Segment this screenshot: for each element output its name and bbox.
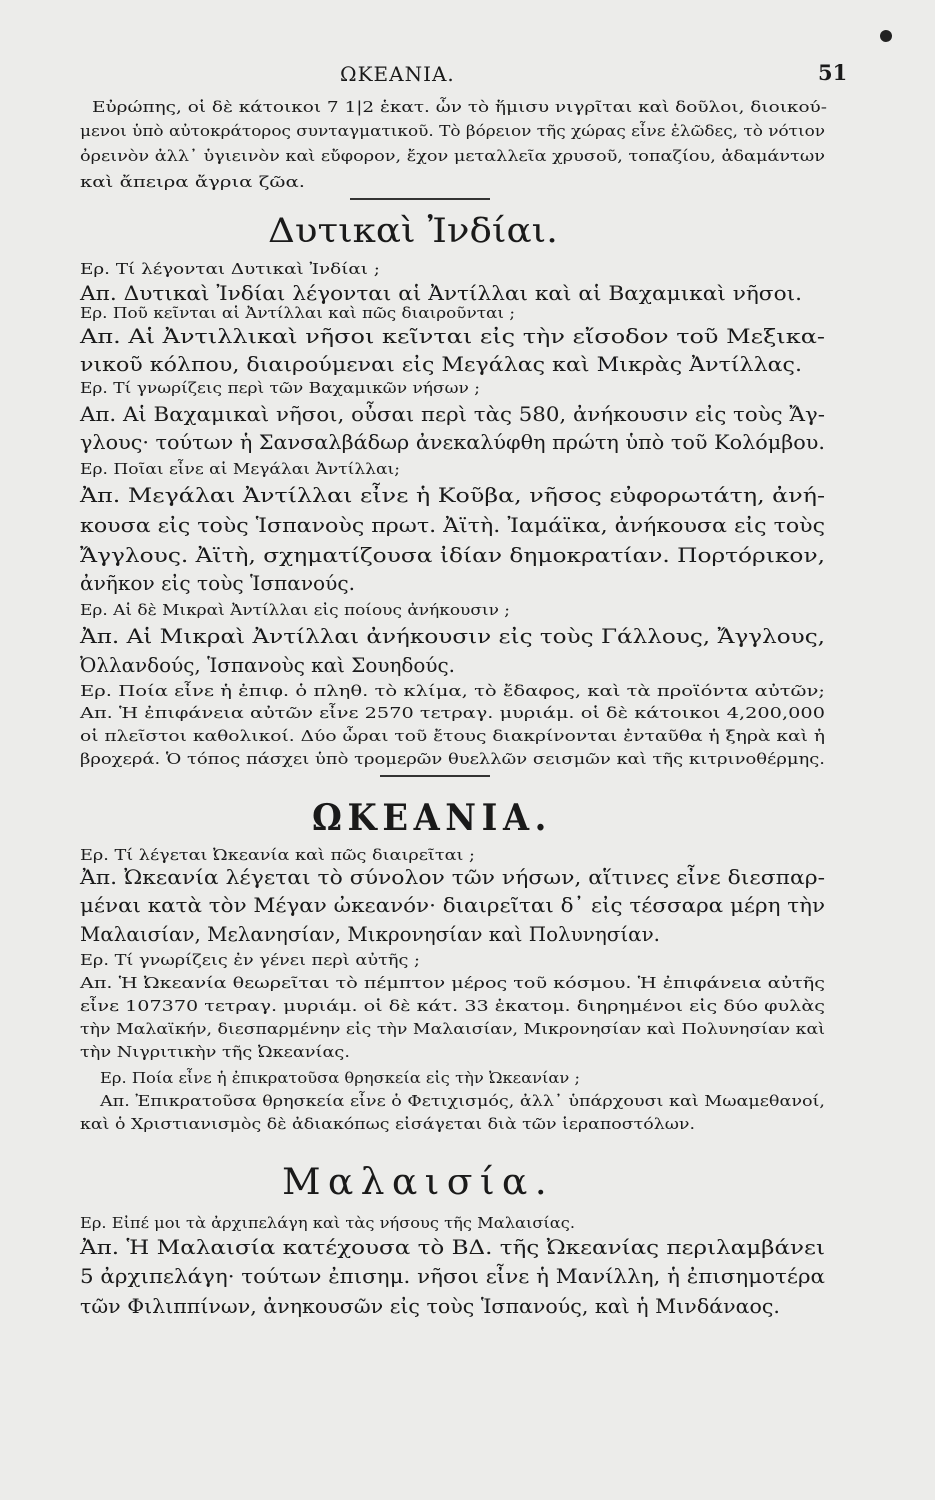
text-line: Απ. Αἱ Βαχαμικαὶ νῆσοι, οὖσαι περὶ τὰς 580, ἀνήκουσιν εἰς τοὺς Ἄγ- bbox=[80, 403, 826, 426]
text-line: Ερ. Τί γνωρίζεις περὶ τῶν Βαχαμικῶν νήσων ; bbox=[80, 379, 480, 397]
text-line: βροχερά. Ὁ τόπος πάσχει ὑπὸ τρομερῶν θυελλῶν σεισμῶν καὶ τῆς κιτρινοθέρμης. bbox=[80, 750, 825, 768]
text-line: Ερ. Εἰπέ μοι τὰ ἀρχιπελάγη καὶ τὰς νήσους τῆς Μαλαισίας. bbox=[80, 1214, 575, 1232]
text-line: τῶν Φιλιππίνων, ἀνηκουσῶν εἰς τοὺς Ἱσπανούς, καὶ ἡ Μινδάναος. bbox=[80, 1295, 780, 1318]
text-line: Ὀλλανδούς, Ἱσπανοὺς καὶ Σουηδούς. bbox=[80, 654, 455, 677]
text-line: εἶνε 107370 τετραγ. μυριάμ. οἱ δὲ κάτ. 33 ἑκατομ. διηρημένοι εἰς δύο φυλὰς bbox=[80, 997, 825, 1015]
text-line: οἱ πλεῖστοι καθολικοί. Δύο ὧραι τοῦ ἔτους διακρίνονται ἐνταῦθα ἡ ξηρὰ καὶ ἡ bbox=[80, 727, 825, 745]
page-number: 51 bbox=[818, 60, 848, 85]
text-line: Εὐρώπης, οἱ δὲ κάτοικοι 7 1|2 ἑκατ. ὧν τὸ ἥμισυ νιγρῖται καὶ δοῦλοι, διοικού- bbox=[92, 98, 827, 116]
text-line: καὶ ὁ Χριστιανισμὸς δὲ ἀδιακόπως εἰσάγεται διὰ τῶν ἱεραποστόλων. bbox=[80, 1115, 696, 1133]
text-line: Δυτικαὶ Ἰνδίαι. bbox=[268, 211, 558, 251]
text-line: Ἀπ. Αἱ Μικραὶ Ἀντίλλαι ἀνήκουσιν εἰς τοὺς Γάλλους, Ἄγγλους, bbox=[80, 625, 826, 648]
text-line: Ερ. Τί λέγονται Δυτικαὶ Ἰνδίαι ; bbox=[80, 260, 380, 278]
text-line: Ερ. Ποία εἶνε ἡ ἐπικρατοῦσα θρησκεία εἰς τὴν Ὠκεανίαν ; bbox=[100, 1069, 580, 1087]
text-line: Ερ. Ποῦ κεῖνται αἱ Ἀντίλλαι καὶ πῶς διαιροῦνται ; bbox=[80, 304, 516, 322]
text-line: Ερ. Ποία εἶνε ἡ ἐπιφ. ὁ πληθ. τὸ κλίμα, τὸ ἔδαφος, καὶ τὰ προϊόντα αὐτῶν; bbox=[80, 682, 825, 700]
text-line: Απ. Αἱ Ἀντιλλικαὶ νῆσοι κεῖνται εἰς τὴν εἴσοδον τοῦ Μεξικα- bbox=[80, 325, 826, 348]
running-head: ΩΚΕΑΝΙΑ. bbox=[340, 62, 455, 86]
text-line: Ερ. Ποῖαι εἶνε αἱ Μεγάλαι Ἀντίλλαι; bbox=[80, 460, 400, 478]
text-line: ΩΚΕΑΝΙΑ. bbox=[312, 797, 552, 839]
text-line: 5 ἀρχιπελάγη· τούτων ἐπισημ. νῆσοι εἶνε ἡ Μανίλλη, ἡ ἐπισημοτέρα bbox=[80, 1265, 826, 1288]
ink-spot bbox=[880, 30, 892, 42]
text-line: Απ. Ἐπικρατοῦσα θρησκεία εἶνε ὁ Φετιχισμός, ἀλλ᾽ ὑπάρχουσι καὶ Μωαμεθανοί, bbox=[100, 1092, 826, 1110]
text-line: μενοι ὑπὸ αὐτοκράτορος συνταγματικοῦ. Τὸ βόρειον τῆς χώρας εἶνε ἑλῶδες, τὸ νότιον bbox=[80, 122, 826, 140]
text-line: Μαλαισία. bbox=[282, 1162, 554, 1203]
text-line: ἀνῆκον εἰς τοὺς Ἱσπανούς. bbox=[80, 572, 355, 595]
text-line: καὶ ἄπειρα ἄγρια ζῶα. bbox=[80, 173, 306, 191]
text-line: Ερ. Τί λέγεται Ὠκεανία καὶ πῶς διαιρεῖται ; bbox=[80, 846, 476, 864]
text-line: Ερ. Τί γνωρίζεις ἐν γένει περὶ αὐτῆς ; bbox=[80, 951, 421, 969]
text-line: τὴν Νιγριτικὴν τῆς Ὠκεανίας. bbox=[80, 1043, 350, 1061]
text-line: γλους· τούτων ἡ Σανσαλβάδωρ ἀνεκαλύφθη πρώτη ὑπὸ τοῦ Κολόμβου. bbox=[80, 431, 826, 454]
text-line: νικοῦ κόλπου, διαιρούμεναι εἰς Μεγάλας καὶ Μικρὰς Ἀντίλλας. bbox=[80, 353, 803, 376]
text-line: Ἀπ. Μεγάλαι Ἀντίλλαι εἶνε ἡ Κοῦβα, νῆσος εὐφορωτάτη, ἀνή- bbox=[80, 484, 825, 507]
text-line: μέναι κατὰ τὸν Μέγαν ὠκεανόν· διαιρεῖται δ᾽ εἰς τέσσαρα μέρη τὴν bbox=[80, 894, 826, 917]
text-line: κουσα εἰς τοὺς Ἱσπανοὺς πρωτ. Ἀϊτὴ. Ἰαμάϊκα, ἀνήκουσα εἰς τοὺς bbox=[80, 514, 825, 537]
rule-oceania bbox=[380, 775, 490, 777]
text-line: τὴν Μαλαϊκήν, διεσπαρμένην εἰς τὴν Μαλαισίαν, Μικρονησίαν καὶ Πολυνησίαν καὶ bbox=[80, 1020, 825, 1038]
rule-top bbox=[350, 198, 490, 200]
text-line: Ἀπ. Ἡ Μαλαισία κατέχουσα τὸ ΒΔ. τῆς Ὠκεανίας περιλαμβάνει bbox=[80, 1236, 826, 1259]
text-line: Απ. Ἡ Ὠκεανία θεωρεῖται τὸ πέμπτον μέρος τοῦ κόσμου. Ἡ ἐπιφάνεια αὐτῆς bbox=[80, 974, 826, 992]
text-line: Απ. Ἡ ἐπιφάνεια αὐτῶν εἶνε 2570 τετραγ. μυριάμ. οἱ δὲ κάτοικοι 4,200,000 bbox=[80, 704, 826, 722]
text-line: Μαλαισίαν, Μελανησίαν, Μικρονησίαν καὶ Πολυνησίαν. bbox=[80, 923, 661, 946]
text-line: Ἄγγλους. Ἀϊτὴ, σχηματίζουσα ἰδίαν δημοκρατίαν. Πορτόρικον, bbox=[80, 544, 825, 567]
text-line: Απ. Δυτικαὶ Ἰνδίαι λέγονται αἱ Ἀντίλλαι καὶ αἱ Βαχαμικαὶ νῆσοι. bbox=[80, 282, 802, 305]
text-line: Ἀπ. Ὠκεανία λέγεται τὸ σύνολον τῶν νήσων, αἵτινες εἶνε διεσπαρ- bbox=[80, 866, 826, 889]
text-line: Ερ. Αἱ δὲ Μικραὶ Ἀντίλλαι εἰς ποίους ἀνήκουσιν ; bbox=[80, 601, 510, 619]
text-line: ὀρεινὸν ἀλλ᾽ ὑγιεινὸν καὶ εὔφορον, ἔχον μεταλλεῖα χρυσοῦ, τοπαζίου, ἀδαμάντων bbox=[80, 147, 825, 165]
